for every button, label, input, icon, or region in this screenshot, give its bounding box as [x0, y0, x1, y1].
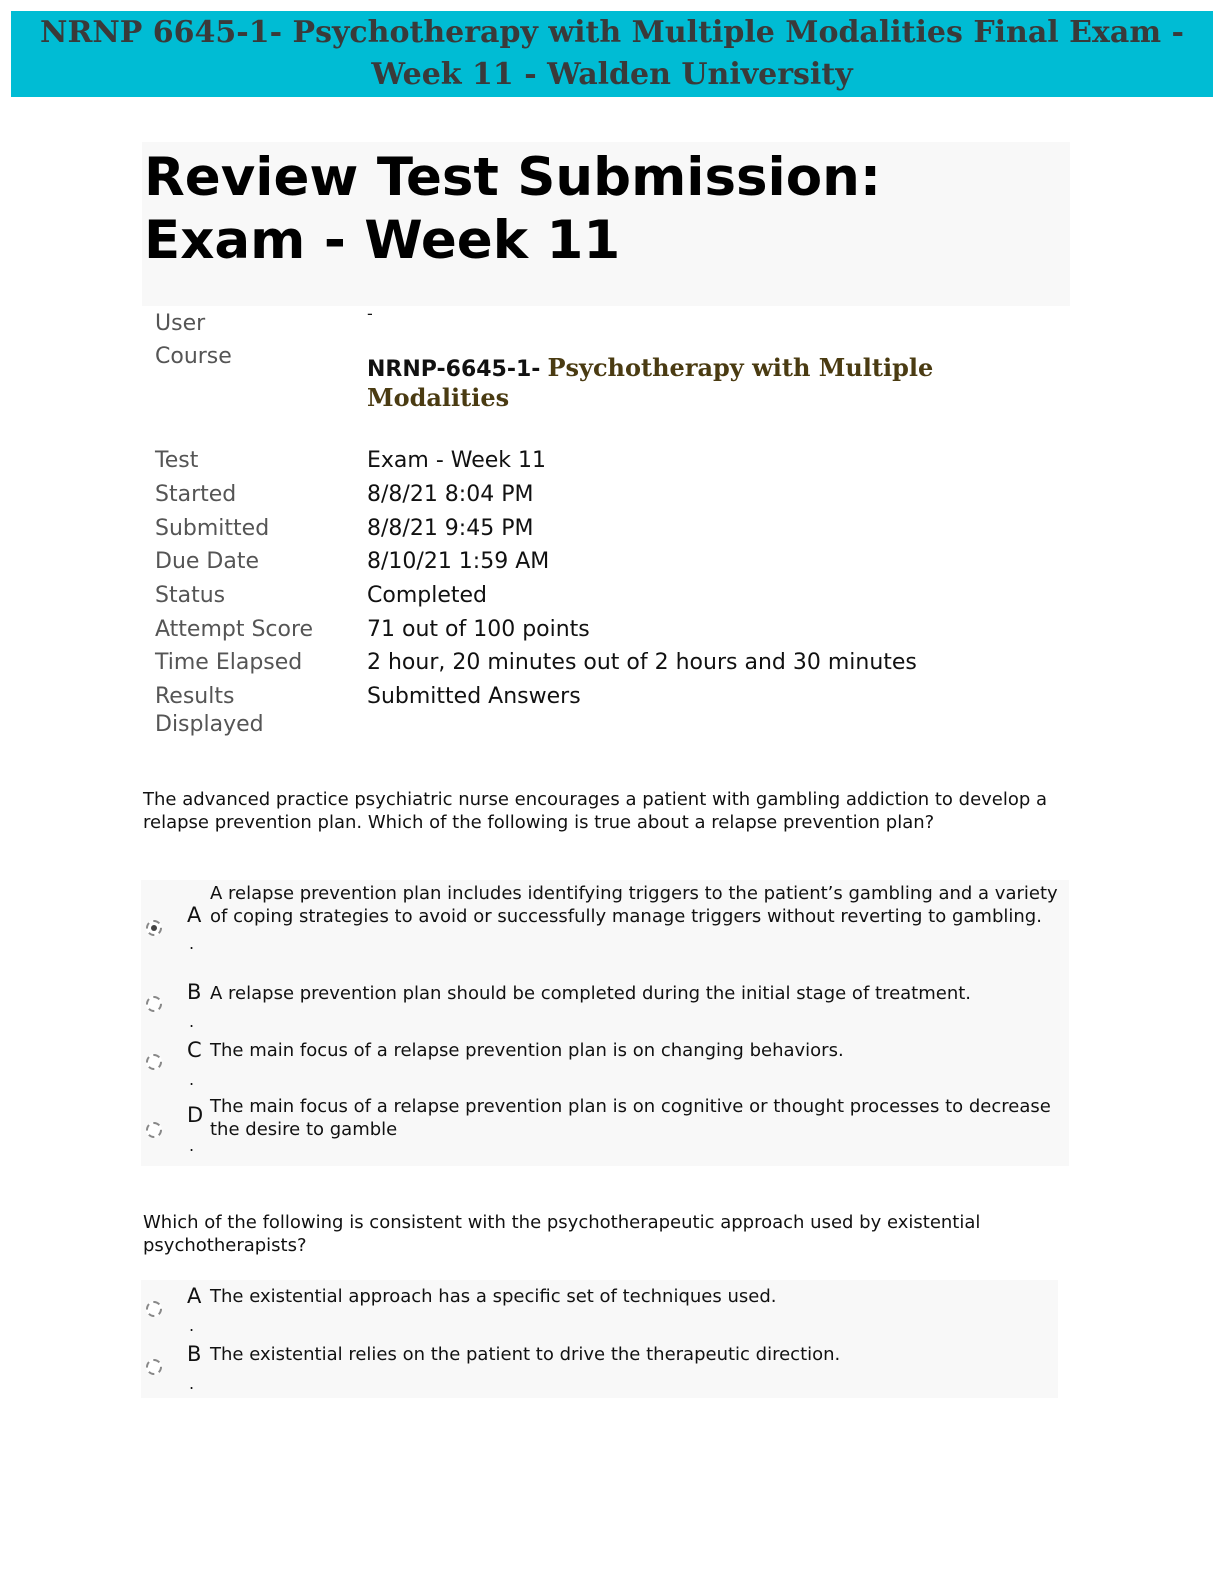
- time-elapsed-label: Time Elapsed: [155, 650, 303, 675]
- attempt-score-value: 71 out of 100 points: [367, 617, 590, 642]
- status-label: Status: [155, 583, 226, 608]
- course-code: NRNP-6645-1-: [367, 357, 541, 382]
- radio-selected-icon[interactable]: [146, 920, 162, 936]
- started-label: Started: [155, 482, 237, 507]
- status-value: Completed: [367, 583, 487, 608]
- question-1-answers: [141, 880, 1069, 1166]
- answer-letter-dot: .: [189, 1012, 195, 1031]
- answer-text: The main focus of a relapse prevention plan is on changing behaviors.: [210, 1040, 844, 1061]
- user-value: -: [367, 304, 373, 323]
- answer-text: A relapse prevention plan includes identifying triggers to the patient’s gambling and a variety of coping strategies to avoid or successfully manage triggers without reverting to gambling.: [210, 883, 1058, 927]
- radio-icon[interactable]: [146, 1301, 162, 1317]
- results-label-line1: Results: [155, 684, 235, 709]
- question-1-text: The advanced practice psychiatric nurse encourages a patient with gambling addiction to develop a relapse prevention plan. Which of the following is true about a relapse prevention plan?: [143, 789, 1048, 833]
- answer-text: The existential approach has a specific set of techniques used.: [210, 1286, 777, 1307]
- submitted-value: 8/8/21 9:45 PM: [367, 516, 534, 541]
- submitted-label: Submitted: [155, 516, 270, 541]
- answer-letter: A: [187, 903, 202, 927]
- answer-letter: B: [187, 1342, 202, 1366]
- test-label: Test: [155, 448, 199, 473]
- answer-letter: D: [187, 1103, 204, 1127]
- answer-text: A relapse prevention plan should be completed during the initial stage of treatment.: [210, 983, 972, 1004]
- answer-text: The main focus of a relapse prevention plan is on cognitive or thought processes to decrease the desire to gamble: [210, 1096, 1051, 1140]
- answer-text: The existential relies on the patient to drive the therapeutic direction.: [210, 1344, 841, 1365]
- answer-letter: B: [187, 980, 202, 1004]
- answer-letter: C: [187, 1038, 202, 1062]
- answer-letter-dot: .: [189, 1374, 195, 1393]
- answer-letter-dot: .: [189, 1136, 195, 1155]
- attempt-score-label: Attempt Score: [155, 617, 314, 642]
- answer-letter-dot: .: [189, 934, 195, 953]
- due-date-label: Due Date: [155, 549, 259, 574]
- course-label: Course: [155, 344, 232, 369]
- radio-icon[interactable]: [146, 1122, 162, 1138]
- radio-icon[interactable]: [146, 1054, 162, 1070]
- question-2-answers: [141, 1280, 1058, 1398]
- due-date-value: 8/10/21 1:59 AM: [367, 549, 550, 574]
- results-label-line2: Displayed: [155, 712, 264, 737]
- results-displayed-value: Submitted Answers: [367, 684, 581, 709]
- course-value: [367, 354, 1067, 414]
- test-value: Exam - Week 11: [367, 448, 547, 473]
- page-title: Review Test Submission: Exam - Week 11: [144, 147, 882, 271]
- radio-icon[interactable]: [146, 996, 162, 1012]
- user-label: User: [155, 311, 206, 336]
- results-displayed-label: [155, 683, 355, 739]
- time-elapsed-value: 2 hour, 20 minutes out of 2 hours and 30 minutes: [367, 650, 917, 675]
- radio-icon[interactable]: [146, 1359, 162, 1375]
- answer-letter: A: [187, 1284, 202, 1308]
- document-banner: [11, 11, 1213, 97]
- started-value: 8/8/21 8:04 PM: [367, 482, 534, 507]
- answer-letter-dot: .: [189, 1070, 195, 1089]
- banner-title: NRNP 6645-1- Psychotherapy with Multiple Modalities Final Exam - Week 11 - Walden University: [40, 15, 1184, 92]
- question-2-text: Which of the following is consistent with the psychotherapeutic approach used by existential psychotherapists?: [143, 1212, 981, 1256]
- answer-letter-dot: .: [189, 1316, 195, 1335]
- course-name: Psychotherapy with Multiple Modalities: [367, 353, 934, 412]
- page-title-box: [142, 142, 1070, 306]
